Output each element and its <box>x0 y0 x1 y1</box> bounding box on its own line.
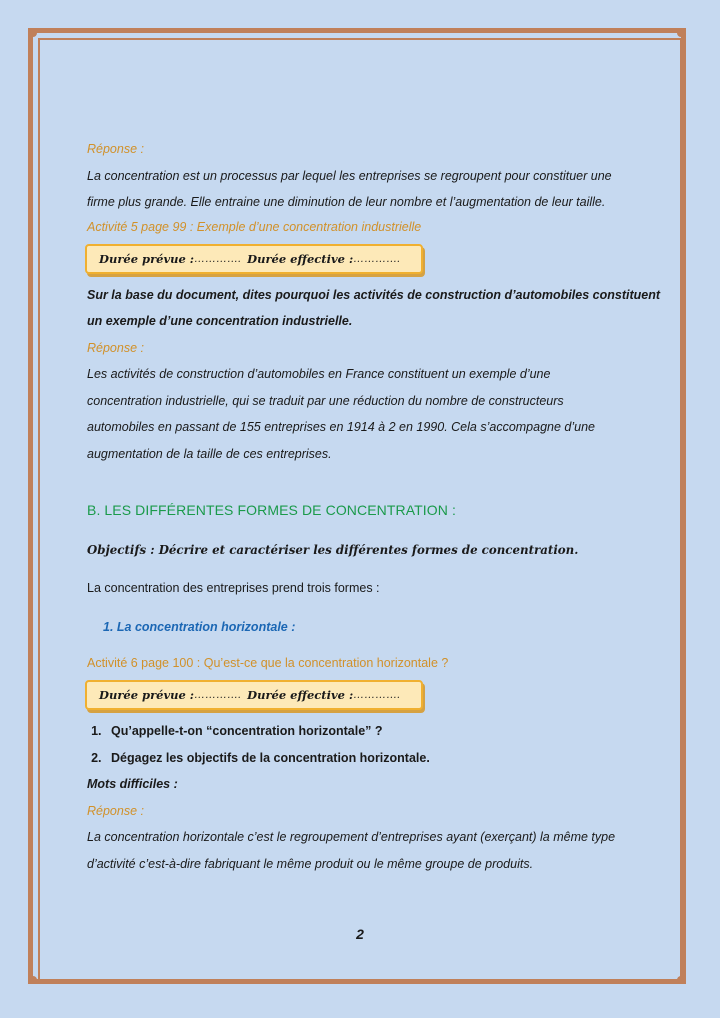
question-item: 1. Qu’appelle-t-on “concentration horizontale” ? <box>105 718 661 745</box>
reponse-paragraph-1 <box>87 163 661 216</box>
text-line: La concentration est un processus par lequel les entreprises se regroupent pour constituer une <box>87 168 612 183</box>
duration-box <box>85 680 423 710</box>
activity-6-questions <box>87 718 661 771</box>
text-line: firme plus grande. Elle entraine une diminution de leur nombre et l’augmentation de leur taille. <box>87 195 606 209</box>
duree-effective-label: Durée effective : <box>247 251 354 266</box>
mots-difficiles-label: Mots difficiles : <box>87 777 178 792</box>
reponse-label: Réponse : <box>87 340 144 355</box>
duration-box <box>85 244 423 274</box>
page-number: 2 <box>356 926 364 942</box>
duree-effective-blank: …………. <box>353 689 401 702</box>
duree-effective-blank: …………. <box>353 252 401 265</box>
text-line: d’activité c’est-à-dire fabriquant le même produit ou le même groupe de produits. <box>87 856 534 871</box>
reponse-paragraph-3 <box>87 824 661 877</box>
sub-heading-horizontal: 1. La concentration horizontale : <box>103 619 296 634</box>
duree-prevue-label: Durée prévue : <box>99 251 195 266</box>
border-corner-ornament <box>29 29 37 37</box>
section-b-heading: B. LES DIFFÉRENTES FORMES DE CONCENTRATION : <box>87 502 456 518</box>
activity-5-title: Activité 5 page 99 : Exemple d’une concentration industrielle <box>87 219 422 234</box>
border-corner-ornament <box>677 29 685 37</box>
intro-forms-line: La concentration des entreprises prend trois formes : <box>87 580 380 595</box>
reponse-label: Réponse : <box>87 142 144 156</box>
border-corner-ornament <box>29 976 37 984</box>
activity-5-question <box>87 282 661 335</box>
border-corner-ornament <box>677 976 685 984</box>
text-line: un exemple d’une concentration industrielle. <box>87 314 353 328</box>
duree-effective-label: Durée effective : <box>247 688 354 703</box>
duree-prevue-blank: …………. <box>194 689 242 702</box>
duree-prevue-label: Durée prévue : <box>99 688 195 703</box>
text-line: Sur la base du document, dites pourquoi les activités de construction d’automobiles constituent <box>87 287 660 302</box>
objectifs-line: Objectifs : Décrire et caractériser les différentes formes de concentration. <box>87 543 579 557</box>
activity-6-title: Activité 6 page 100 : Qu’est-ce que la concentration horizontale ? <box>87 656 449 671</box>
text-line: augmentation de la taille de ces entreprises. <box>87 446 332 461</box>
text-line: concentration industrielle, qui se traduit par une réduction du nombre de constructeurs <box>87 393 564 408</box>
text-line: Les activités de construction d’automobiles en France constituent un exemple d’une <box>87 367 551 381</box>
duree-prevue-blank: …………. <box>194 252 242 265</box>
question-item: 2. Dégagez les objectifs de la concentration horizontale. <box>105 745 661 772</box>
page-content <box>87 136 661 877</box>
text-line: automobiles en passant de 155 entreprises en 1914 à 2 en 1990. Cela s’accompagne d’une <box>87 420 595 434</box>
reponse-paragraph-2 <box>87 361 661 467</box>
text-line: La concentration horizontale c’est le regroupement d’entreprises ayant (exerçant) la même type <box>87 830 616 845</box>
reponse-label: Réponse : <box>87 803 144 818</box>
